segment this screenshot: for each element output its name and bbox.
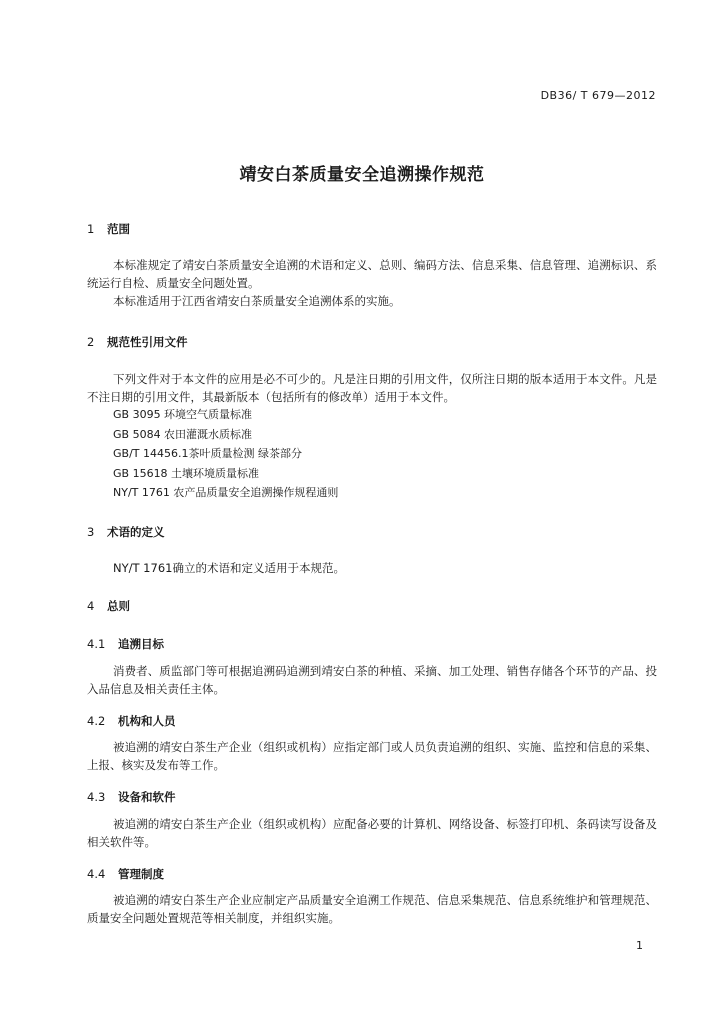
subsection-4-3-heading bbox=[87, 789, 176, 805]
paragraph: 本标准适用于江西省靖安白茶质量安全追溯体系的实施。 bbox=[113, 294, 401, 308]
section-title: 术语的定义 bbox=[107, 525, 165, 539]
reference-item: NY/T 1761 农产品质量安全追溯操作规程通则 bbox=[113, 486, 339, 499]
reference-list bbox=[113, 405, 338, 503]
subsection-4-2-heading bbox=[87, 713, 176, 729]
subsection-number: 4.3 bbox=[87, 790, 106, 804]
reference-item: GB 3095 环境空气质量标准 bbox=[113, 408, 253, 421]
paragraph: 被追溯的靖安白茶生产企业（组织或机构）应配备必要的计算机、网络设备、标签打印机、条码读写设备及相关软件等。 bbox=[87, 817, 657, 849]
section-number: 4 bbox=[87, 599, 95, 613]
paragraph: 下列文件对于本文件的应用是必不可少的。凡是注日期的引用文件，仅所注日期的版本适用于本文件。凡是不注日期的引用文件，其最新版本（包括所有的修改单）适用于本文件。 bbox=[87, 372, 657, 404]
section-number: 1 bbox=[87, 222, 95, 236]
subsection-number: 4.1 bbox=[87, 637, 106, 651]
section-1-heading bbox=[87, 221, 130, 237]
subsection-4-1-heading bbox=[87, 636, 164, 652]
paragraph: 消费者、质监部门等可根据追溯码追溯到靖安白茶的种植、采摘、加工处理、销售存储各个环节的产品、投入品信息及相关责任主体。 bbox=[87, 664, 657, 696]
section-2-heading bbox=[87, 334, 188, 350]
subsection-title: 机构和人员 bbox=[118, 714, 176, 728]
reference-item: GB/T 14456.1茶叶质量检测 绿茶部分 bbox=[113, 447, 302, 460]
subsection-4-4-heading bbox=[87, 866, 164, 882]
paragraph: 本标准规定了靖安白茶质量安全追溯的术语和定义、总则、编码方法、信息采集、信息管理、追溯标识、系统运行自检、质量安全问题处置。 bbox=[87, 258, 657, 290]
subsection-number: 4.2 bbox=[87, 714, 106, 728]
subsection-title: 管理制度 bbox=[118, 867, 164, 881]
section-4-heading bbox=[87, 598, 130, 614]
page-number: 1 bbox=[636, 939, 643, 952]
paragraph: 被追溯的靖安白茶生产企业应制定产品质量安全追溯工作规范、信息采集规范、信息系统维护和管理规范、质量安全问题处置规范等相关制度，并组织实施。 bbox=[87, 893, 657, 925]
subsection-number: 4.4 bbox=[87, 867, 106, 881]
section-title: 总则 bbox=[107, 599, 130, 613]
subsection-title: 设备和软件 bbox=[118, 790, 176, 804]
section-3-heading bbox=[87, 524, 165, 540]
section-title: 范围 bbox=[107, 222, 130, 236]
reference-item: GB 5084 农田灌溉水质标准 bbox=[113, 427, 253, 441]
reference-item: GB 15618 土壤环境质量标准 bbox=[113, 466, 260, 480]
section-title: 规范性引用文件 bbox=[107, 335, 188, 349]
section-number: 3 bbox=[87, 525, 95, 539]
standard-code: DB36/ T 679—2012 bbox=[540, 89, 656, 102]
subsection-title: 追溯目标 bbox=[118, 637, 164, 651]
section-number: 2 bbox=[87, 335, 95, 349]
paragraph: 被追溯的靖安白茶生产企业（组织或机构）应指定部门或人员负责追溯的组织、实施、监控和信息的采集、上报、核实及发布等工作。 bbox=[87, 740, 657, 772]
page-title: 靖安白茶质量安全追溯操作规范 bbox=[239, 165, 485, 185]
paragraph: NY/T 1761确立的术语和定义适用于本规范。 bbox=[113, 561, 345, 575]
